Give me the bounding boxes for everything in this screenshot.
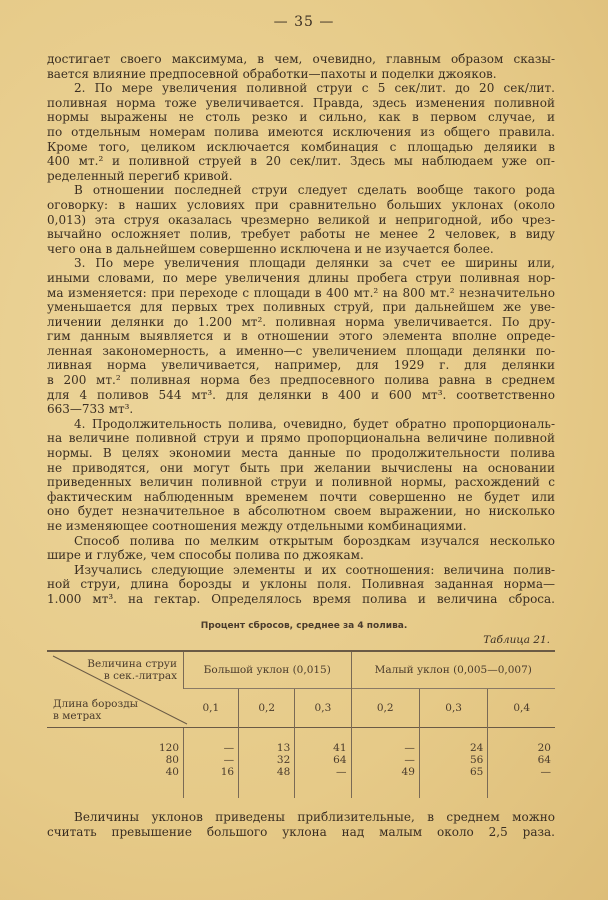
column-header: 0,4 bbox=[488, 689, 555, 728]
text-line: ма изменяется: при переходе с площади в 400 мт.² на 800 мт.² незначительно bbox=[47, 285, 555, 300]
text-line: не изменяющее соотношения между отдельными комбинациями. bbox=[47, 519, 467, 533]
text-line: ределенный перегиб кривой. bbox=[47, 168, 233, 183]
text-line: приведенных величин поливной струи и поливной нормы, расхождений с bbox=[47, 475, 555, 490]
text-line: 3. По мере увеличения площади делянки за счет ее ширины или, bbox=[74, 256, 555, 271]
text-line: 1.000 мт³. на гектар. Определялось время полива и величина сброса. bbox=[47, 591, 555, 606]
text-line: Кроме того, целиком исключается комбинация с площадью деляики в bbox=[47, 139, 555, 154]
corner-bottom-label: Длина борозды в метрах bbox=[53, 698, 139, 722]
text-line: оговорку: в наших условиях при сравнительно больших уклонах (около bbox=[47, 197, 555, 212]
column-header: 0,2 bbox=[351, 689, 419, 728]
data-column: 24 56 65 bbox=[419, 728, 487, 799]
text-line: 663—733 мт³. bbox=[47, 402, 134, 417]
text-line: вычайно осложняет полив, требует работы не менее 2 человек, в виду bbox=[47, 227, 555, 242]
text-line: гим данным выявляется и в отношении этого элемента вполне опреде- bbox=[47, 329, 555, 344]
text-line: В отношении последней струи следует сделать вообще такого рода bbox=[74, 183, 555, 198]
body-text bbox=[47, 52, 555, 607]
text-line: личении делянки до 1.200 мт². поливная норма увеличивается. По дру- bbox=[47, 314, 555, 329]
text-line: шире и глубже, чем способы полива по джоякам. bbox=[47, 548, 364, 563]
text-line: ной струи, длина борозды и уклоны поля. Поливная заданная норма— bbox=[47, 577, 555, 592]
text-line: считать превышение большого уклона над малым около 2,5 раза. bbox=[47, 824, 555, 839]
text-line: иными словами, по мере увеличения длины пробега струи поливная нор- bbox=[47, 270, 555, 285]
page-number: — 35 — bbox=[273, 14, 335, 30]
column-header: 0,3 bbox=[419, 689, 487, 728]
data-column: 13 32 48 bbox=[239, 728, 295, 799]
column-header: 0,2 bbox=[239, 689, 295, 728]
text-line: 4. Продолжительность полива, очевидно, будет обратно пропорциональ- bbox=[74, 416, 555, 431]
text-line: уменьшается для первых трех поливных струй, при дальнейшем же уве- bbox=[47, 300, 555, 315]
data-column: — — 16 bbox=[184, 728, 239, 799]
text-line: для 4 поливов 544 мт³. для делянки в 400 и 600 мт³. соответственно bbox=[47, 387, 555, 402]
corner-header bbox=[47, 651, 184, 728]
text-line: достигает своего максимума, в чем, очевидно, главным образом сказы- bbox=[47, 52, 555, 66]
text-line: фактическим наблюденным временем почти совершенно не будет или bbox=[47, 489, 555, 504]
text-line: нормы. В целях экономии места данные по продолжительности полива bbox=[47, 446, 555, 461]
text-line: 400 мт.² и поливной струей в 20 сек/лит. Здесь мы наблюдаем уже оп- bbox=[47, 154, 555, 169]
data-column: 20 64 — bbox=[488, 728, 555, 799]
text-line: не приводятся, они могут быть при желании вычислены на основании bbox=[47, 460, 555, 475]
text-line: нормы выражены не столь резко и сильно, как в первом случае, и bbox=[47, 110, 555, 125]
text-line: 0,013) эта струя оказалась чрезмерно великой и непригодной, ибо чрез- bbox=[47, 212, 555, 227]
text-line: Изучались следующие элементы и их соотношения: величина полив- bbox=[74, 562, 555, 577]
row-labels: 120 80 40 bbox=[47, 728, 184, 799]
text-line: чего она в дальнейшем совершенно исключена и не изучается более. bbox=[47, 241, 494, 256]
text-line: Величины уклонов приведены приблизительные, в среднем можно bbox=[74, 810, 555, 824]
text-line: Способ полива по мелким открытым бороздкам изучался несколько bbox=[74, 533, 555, 548]
text-line: вается влияние предпосевной обработки—пахоты и поделки джояков. bbox=[47, 66, 497, 81]
column-header: 0,1 bbox=[184, 689, 239, 728]
text-line: ленная закономерность, а именно—с увеличением площади делянки по- bbox=[47, 343, 555, 358]
table-number: Таблица 21. bbox=[483, 634, 550, 646]
text-line: по отдельным номерам полива имеются исключения из общего правила. bbox=[47, 124, 555, 139]
column-header: 0,3 bbox=[295, 689, 351, 728]
text-line: поливная норма тоже увеличивается. Правда, здесь изменения поливной bbox=[47, 95, 555, 110]
data-column: 41 64 — bbox=[295, 728, 351, 799]
data-column: — — 49 bbox=[351, 728, 419, 799]
data-table bbox=[47, 650, 555, 798]
closing-paragraph bbox=[47, 810, 555, 839]
text-line: оно будет незначительное в абсолютном своем выражении, но нисколько bbox=[47, 504, 555, 519]
text-line: на величине поливной струи и прямо пропорциональна величине поливной bbox=[47, 431, 555, 446]
text-line: 2. По мере увеличения поливной струи с 5 сек/лит. до 20 сек/лит. bbox=[74, 81, 555, 96]
group-header-small-slope: Малый уклон (0,005—0,007) bbox=[351, 651, 555, 689]
group-header-large-slope: Большой уклон (0,015) bbox=[184, 651, 352, 689]
table-caption: Процент сбросов, среднее за 4 полива. bbox=[200, 621, 408, 631]
text-line: ливная норма увеличивается, например, для 1929 г. для делянки bbox=[47, 358, 555, 373]
corner-top-label: Величина струи в сек.-литрах bbox=[87, 658, 177, 682]
text-line: в 200 мт.² поливная норма без предпосевного полива равна в среднем bbox=[47, 373, 555, 388]
